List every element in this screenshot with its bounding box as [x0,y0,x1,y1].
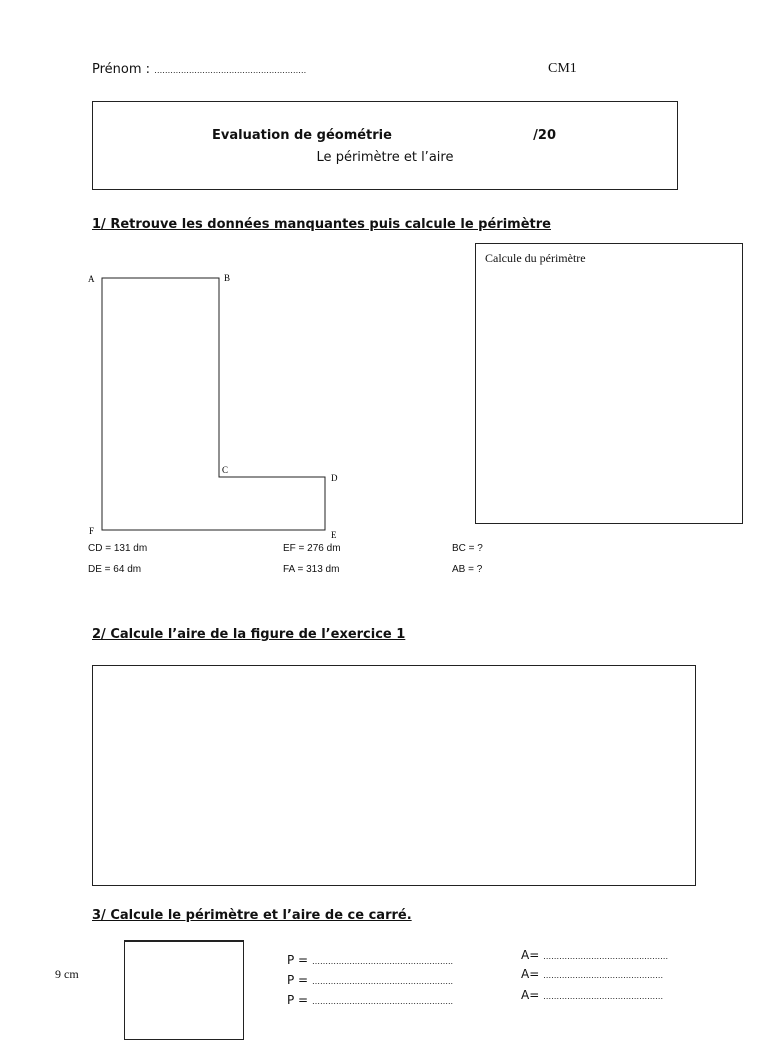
exercise-3-heading: 3/ Calcule le périmètre et l’aire de ce carré. [92,908,412,923]
measurement-ef: EF = 276 dm [283,543,341,554]
area-answer-box[interactable] [92,665,696,886]
area-label: A= [521,948,540,962]
area-line[interactable] [521,967,663,981]
vertex-label-b: B [224,273,231,283]
exercise-2-heading: 2/ Calcule l’aire de la figure de l’exercice 1 [92,627,406,642]
prenom-field [92,62,306,77]
title-box [92,101,678,190]
score-total: /20 [533,128,556,143]
prenom-blank[interactable]: ………………………………………………… [154,66,307,75]
area-blank[interactable]: ……………………………………… [543,971,664,980]
perimeter-label: P = [287,993,309,1007]
area-line[interactable] [521,988,663,1002]
perimeter-line[interactable] [287,993,453,1007]
l-shape-outline [102,278,325,530]
vertex-label-f: F [89,526,95,536]
area-blank[interactable]: ………………………………..……… [543,952,669,961]
perimeter-answer-box[interactable] [475,243,743,524]
exercise-1-heading: 1/ Retrouve les données manquantes puis calcule le périmètre [92,217,551,232]
vertex-label-c: C [222,465,229,475]
perimeter-blank[interactable]: …………………………………………….. [311,997,454,1006]
class-level: CM1 [548,61,577,76]
perimeter-label: P = [287,953,309,967]
measurement-ab: AB = ? [452,564,483,575]
measurement-bc: BC = ? [452,543,483,554]
perimeter-blank[interactable]: …………………………………………….. [311,957,454,966]
measurement-cd: CD = 131 dm [88,543,148,554]
l-shape-figure [80,266,350,546]
perimeter-label: P = [287,973,309,987]
page-subtitle: Le périmètre et l’aire [316,150,454,165]
vertex-label-a: A [88,274,95,284]
area-label: A= [521,988,540,1002]
measurement-de: DE = 64 dm [88,564,142,575]
measurement-fa: FA = 313 dm [283,564,340,575]
square-figure [124,940,244,1040]
page-title: Evaluation de géométrie [212,128,392,143]
prenom-label: Prénom : [92,62,151,77]
vertex-label-d: D [331,473,338,483]
perimeter-line[interactable] [287,973,453,987]
square-side-label: 9 cm [55,967,79,981]
perimeter-line[interactable] [287,953,453,967]
vertex-label-e: E [331,530,337,540]
area-label: A= [521,967,540,981]
perimeter-blank[interactable]: …………………………………………….. [311,977,454,986]
area-blank[interactable]: ……………………………………… [543,992,664,1001]
area-line[interactable] [521,948,668,962]
perimeter-box-label: Calcule du périmètre [485,251,586,265]
